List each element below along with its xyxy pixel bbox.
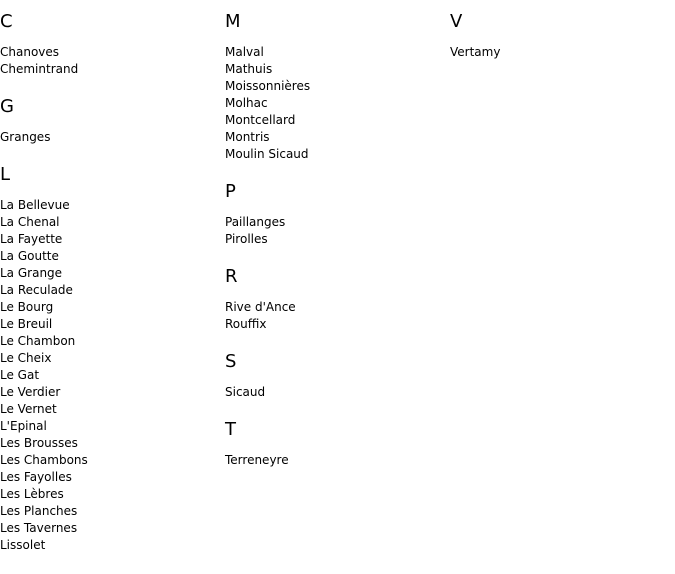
place-name: Pirolles	[225, 232, 268, 246]
letter-group	[450, 11, 675, 61]
place-name: Chemintrand	[0, 62, 79, 76]
place-name: Montcellard	[225, 113, 296, 127]
place-name: La Grange	[0, 266, 63, 280]
place-name: Le Chambon	[0, 334, 76, 348]
place-name: Molhac	[225, 96, 268, 110]
letter-group	[225, 351, 450, 401]
place-list	[450, 44, 675, 61]
index-column	[450, 0, 675, 79]
place-name: La Reculade	[0, 283, 73, 297]
place-name: Le Gat	[0, 368, 40, 382]
place-name: Granges	[0, 130, 51, 144]
place-name: Le Vernet	[0, 402, 57, 416]
place-name: Chanoves	[0, 45, 60, 59]
letter-heading: M	[225, 11, 241, 32]
place-name: Les Chambons	[0, 453, 88, 467]
place-name: Les Planches	[0, 504, 78, 518]
index-column	[0, 0, 225, 572]
place-name: Montris	[225, 130, 270, 144]
letter-group	[225, 181, 450, 248]
place-list	[225, 299, 450, 333]
place-name: Les Brousses	[0, 436, 78, 450]
place-name: Les Fayolles	[0, 470, 72, 484]
place-name: L'Epinal	[0, 419, 47, 433]
place-name: Moulin Sicaud	[225, 147, 309, 161]
place-name: Le Verdier	[0, 385, 61, 399]
letter-heading: L	[0, 164, 11, 185]
place-name: Rive d'Ance	[225, 300, 296, 314]
letter-heading: V	[450, 11, 463, 32]
place-name: Terreneyre	[225, 453, 289, 467]
letter-group	[225, 11, 450, 163]
letter-group	[0, 11, 225, 78]
place-name: Le Cheix	[0, 351, 52, 365]
place-name: La Bellevue	[0, 198, 70, 212]
letter-heading: S	[225, 351, 237, 372]
place-list	[0, 197, 225, 554]
place-list	[225, 384, 450, 401]
place-name: Les Tavernes	[0, 521, 78, 535]
place-name: La Fayette	[0, 232, 63, 246]
place-name: Sicaud	[225, 385, 266, 399]
place-name: Les Lèbres	[0, 487, 64, 501]
place-name: Le Breuil	[0, 317, 53, 331]
place-list	[225, 452, 450, 469]
letter-group	[0, 164, 225, 554]
place-list	[225, 44, 450, 163]
place-name: Mathuis	[225, 62, 273, 76]
letter-group	[225, 419, 450, 469]
place-name: Lissolet	[0, 538, 46, 552]
letter-heading: C	[0, 11, 13, 32]
place-name: Malval	[225, 45, 264, 59]
place-name: Le Bourg	[0, 300, 54, 314]
letter-heading: G	[0, 96, 14, 117]
letter-group	[0, 96, 225, 146]
letter-heading: R	[225, 266, 238, 287]
place-name: Paillanges	[225, 215, 286, 229]
letter-heading: T	[225, 419, 236, 440]
place-name: Rouffix	[225, 317, 267, 331]
place-name: Moissonnières	[225, 79, 311, 93]
place-list	[225, 214, 450, 248]
place-list	[0, 44, 225, 78]
place-name: La Chenal	[0, 215, 60, 229]
index-column	[225, 0, 450, 487]
letter-group	[225, 266, 450, 333]
place-list	[0, 129, 225, 146]
letter-heading: P	[225, 181, 236, 202]
place-name: Vertamy	[450, 45, 501, 59]
place-name: La Goutte	[0, 249, 59, 263]
